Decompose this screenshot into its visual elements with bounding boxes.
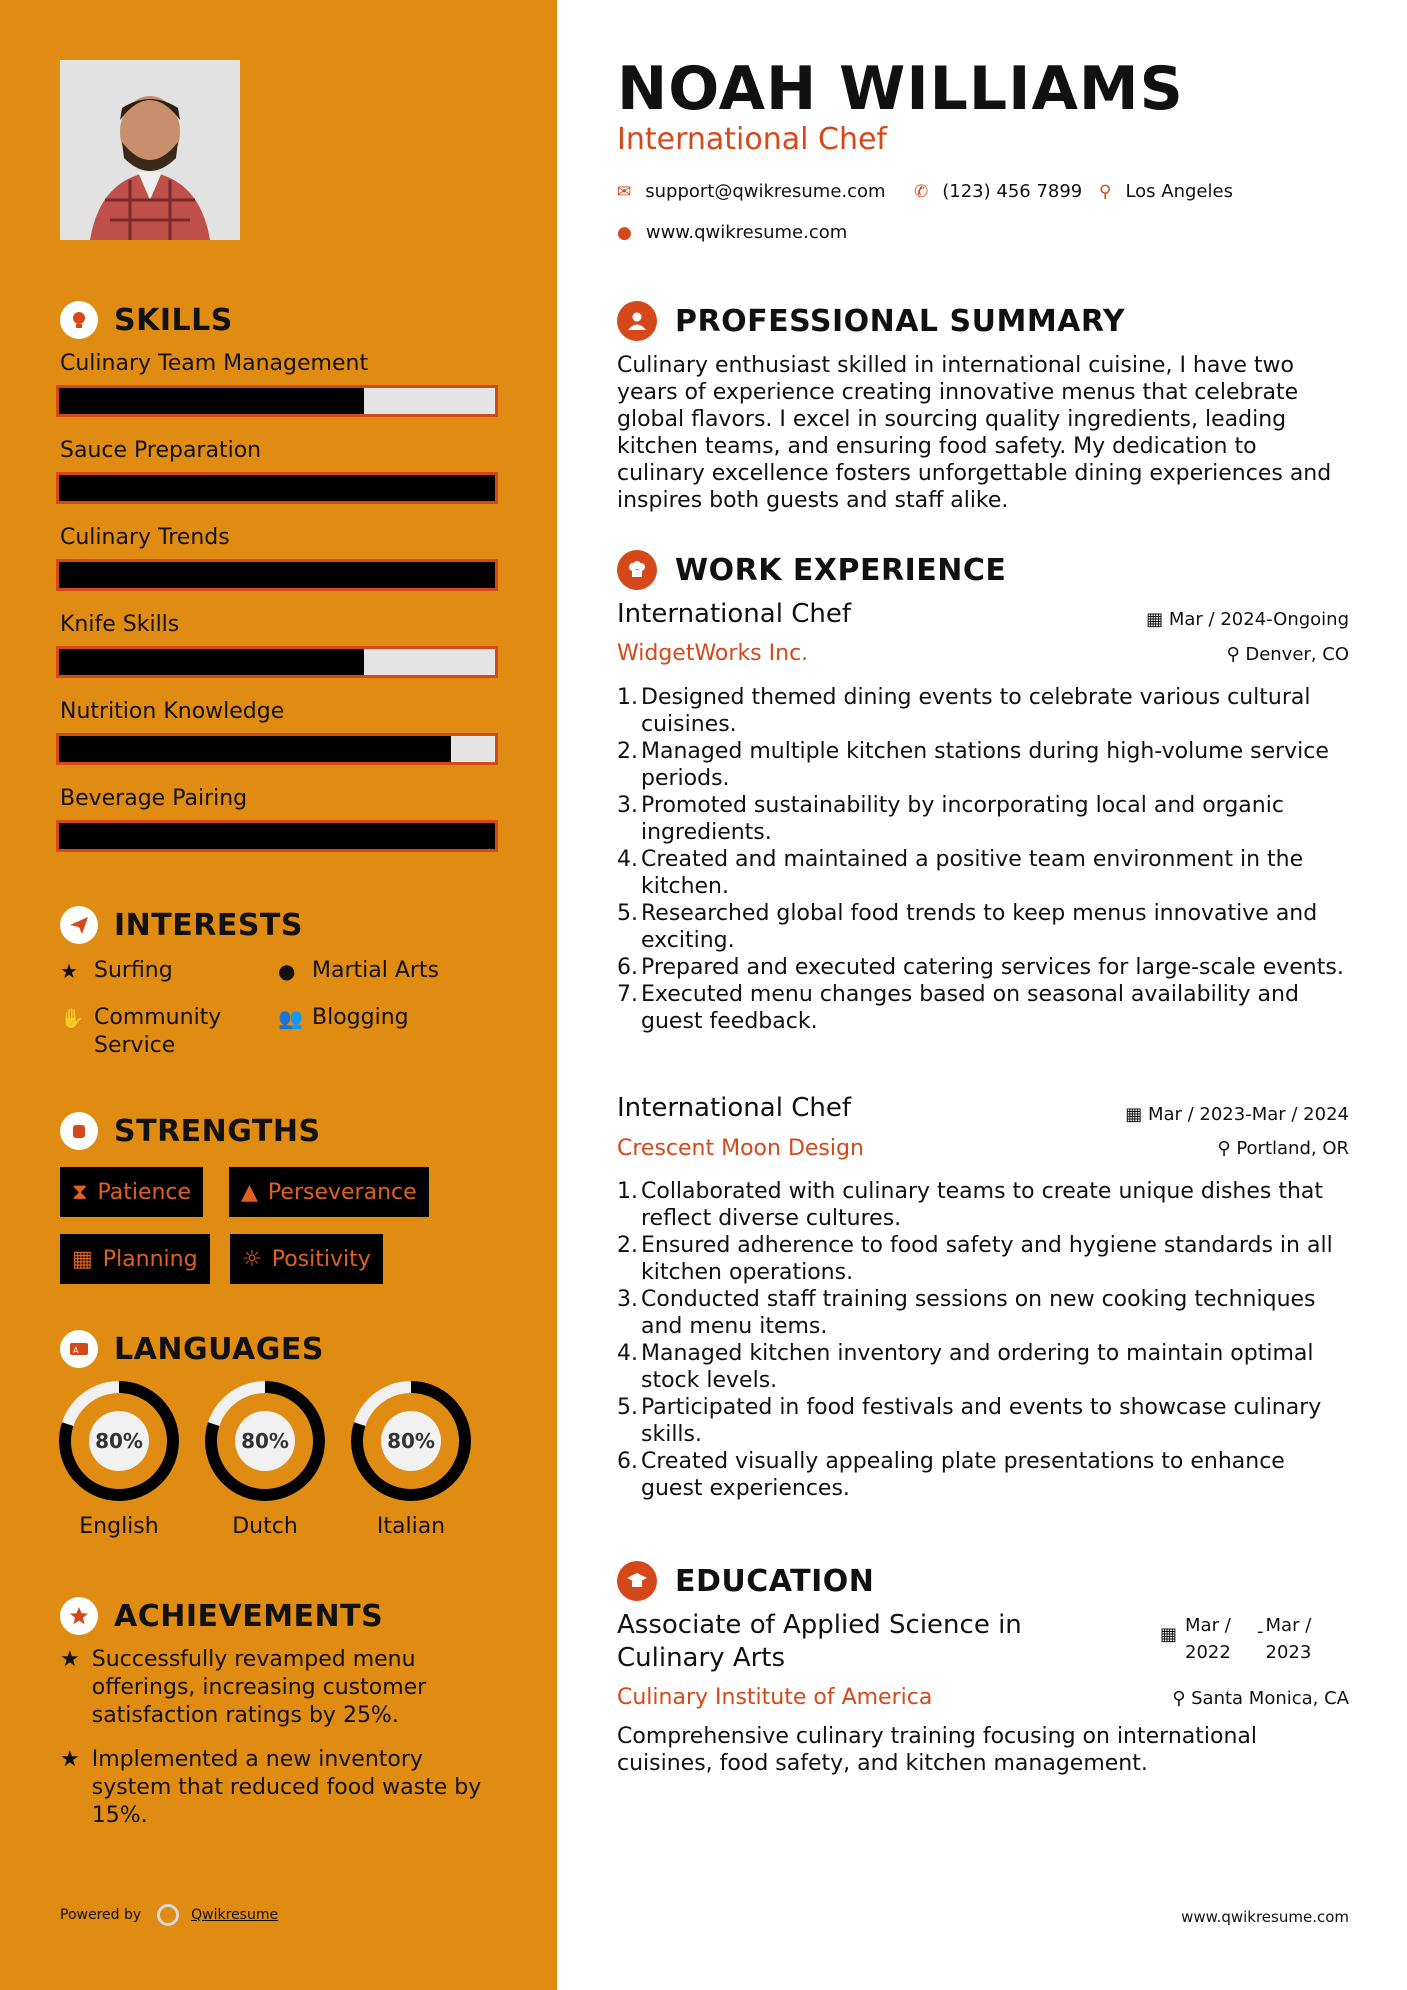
skill-label: Culinary Team Management [60, 351, 369, 376]
paper-plane-icon [60, 906, 98, 944]
interests-title: INTERESTS [114, 907, 303, 943]
profile-photo [60, 60, 240, 240]
strength-chip [229, 1167, 429, 1217]
hourglass-icon: ⧗ [72, 1179, 88, 1205]
education-location-text: Santa Monica, CA [1191, 1688, 1349, 1709]
language-ring [204, 1380, 326, 1502]
interest-item [60, 1004, 250, 1060]
skill-bar-fill [59, 388, 364, 414]
road-icon: ▲ [241, 1179, 258, 1205]
skill-bar [56, 472, 498, 504]
job-bullets [617, 1178, 1347, 1502]
education-date-end: Mar / 2023 [1265, 1615, 1312, 1663]
skill-bar [56, 820, 498, 852]
contact-email[interactable] [617, 181, 886, 202]
language-name: Italian [376, 1514, 446, 1539]
users-icon: 👥 [278, 1006, 303, 1030]
fist-icon [60, 1112, 98, 1150]
skill-bar [56, 733, 498, 765]
language-ring [58, 1380, 180, 1502]
achievement-text: Implemented a new inventory system that reduced food waste by 15%. [91, 1747, 482, 1828]
school-name: Culinary Institute of America [617, 1685, 933, 1710]
skill-bar [56, 559, 498, 591]
interests-heading [60, 906, 303, 944]
skill-bar-fill [59, 736, 451, 762]
list-item: 4. Created and maintained a positive team environment in the kitchen. [617, 847, 1304, 899]
pin-icon: ⚲ [1172, 1688, 1192, 1709]
lightbulb-icon [60, 301, 98, 339]
envelope-icon: ✉ [617, 181, 632, 202]
job-title: International Chef [617, 1093, 851, 1123]
list-item: 2. Managed multiple kitchen stations during high-volume service periods. [617, 739, 1329, 791]
job-location [1217, 1138, 1349, 1159]
globe-icon: ● [278, 959, 296, 983]
job-location-text: Portland, OR [1236, 1138, 1349, 1159]
job-location [1226, 644, 1349, 665]
sun-icon: ☼ [242, 1246, 262, 1272]
summary-heading [617, 301, 1125, 341]
job-bullets [617, 684, 1347, 1035]
candidate-name: NOAH WILLIAMS [617, 54, 1184, 124]
skill-bar-fill [59, 823, 495, 849]
education-date-start: Mar / 2022 [1185, 1615, 1231, 1663]
powered-by-link[interactable]: Qwikresume [191, 1907, 279, 1923]
chef-hat-icon [617, 550, 657, 590]
skill-label: Nutrition Knowledge [60, 699, 285, 724]
strength-label: Perseverance [267, 1179, 417, 1205]
skills-heading [60, 301, 233, 339]
education-description: Comprehensive culinary training focusing on international cuisines, food safety, and kitchen management. [617, 1724, 1257, 1776]
achievement-item [60, 1646, 490, 1730]
language-item [58, 1380, 180, 1539]
person-photo-icon [60, 60, 240, 240]
summary-title: PROFESSIONAL SUMMARY [675, 303, 1126, 339]
powered-by [60, 1904, 278, 1926]
job-date-text: Mar / 2023-Mar / 2024 [1147, 1104, 1349, 1125]
language-percent: 80% [95, 1429, 143, 1453]
list-item: 4. Managed kitchen inventory and ordering to maintain optimal stock levels. [617, 1341, 1314, 1393]
skill-label: Sauce Preparation [60, 438, 262, 463]
education-date-separator: - [1257, 1621, 1264, 1642]
education-title: EDUCATION [675, 1563, 875, 1599]
interest-label: Blogging [312, 1005, 409, 1030]
achievement-item [60, 1746, 490, 1830]
work-title: WORK EXPERIENCE [675, 552, 1007, 588]
strength-chip [60, 1234, 210, 1284]
list-item: 7. Executed menu changes based on seasonal availability and guest feedback. [617, 982, 1299, 1034]
email-text: support@qwikresume.com [645, 181, 886, 202]
education-heading [617, 1561, 874, 1601]
work-heading [617, 550, 1006, 590]
list-item: 3. Conducted staff training sessions on new cooking techniques and menu items. [617, 1287, 1316, 1339]
job-date [1125, 1104, 1349, 1125]
language-ring [350, 1380, 472, 1502]
language-item [204, 1380, 326, 1539]
education-date [1160, 1612, 1336, 1666]
calendar-icon: ▦ [1125, 1104, 1148, 1125]
job-company: WidgetWorks Inc. [617, 641, 809, 666]
achievements-title: ACHIEVEMENTS [114, 1598, 384, 1634]
interest-item [60, 957, 173, 985]
skills-title: SKILLS [114, 302, 233, 338]
job-company: Crescent Moon Design [617, 1136, 864, 1161]
summary-text: Culinary enthusiast skilled in international cuisine, I have two years of experience creating innovative menus that celebrate global flavors. I excel in sourcing quality ingredients, leading kitchen teams, and ensuring food safety. My dedication to culinary excellence fosters unforgettable dining experiences and inspires both guests and staff alike. [617, 353, 1332, 513]
contact-phone[interactable] [914, 181, 1082, 202]
skill-bar-fill [59, 649, 364, 675]
sidebar [0, 0, 557, 1990]
pin-icon: ⚲ [1217, 1138, 1237, 1159]
strength-chip [60, 1167, 203, 1217]
language-item [350, 1380, 472, 1539]
strengths-heading [60, 1112, 321, 1150]
phone-text: (123) 456 7899 [942, 181, 1083, 202]
calendar-icon: ▦ [72, 1246, 93, 1272]
website-text: www.qwikresume.com [645, 222, 848, 243]
interest-item [278, 1004, 409, 1032]
skill-bar [56, 646, 498, 678]
footer-url[interactable]: www.qwikresume.com [1181, 1908, 1349, 1926]
job-title: International Chef [617, 599, 851, 629]
graduation-cap-icon [617, 1561, 657, 1601]
job-date-text: Mar / 2024-Ongoing [1168, 609, 1349, 630]
language-percent: 80% [241, 1429, 289, 1453]
svg-text:A: A [73, 1346, 79, 1355]
language-name: Dutch [232, 1514, 298, 1539]
achievement-text: Successfully revamped menu offerings, increasing customer satisfaction ratings by 25%. [91, 1647, 427, 1728]
calendar-icon: ▦ [1160, 1624, 1178, 1645]
star-icon: ★ [60, 959, 78, 983]
list-item: 3. Promoted sustainability by incorporating local and organic ingredients. [617, 793, 1284, 845]
strength-label: Planning [102, 1246, 198, 1272]
languages-heading [60, 1330, 324, 1368]
skill-bar-fill [59, 475, 495, 501]
strengths-title: STRENGTHS [114, 1113, 321, 1149]
list-item: 5. Researched global food trends to keep menus innovative and exciting. [617, 901, 1318, 953]
interest-label: Martial Arts [312, 958, 440, 983]
contact-location [1099, 181, 1233, 202]
list-item: 1. Designed themed dining events to celebrate various cultural cuisines. [617, 685, 1311, 737]
calendar-icon: ▦ [1146, 609, 1169, 630]
list-item: 5. Participated in food festivals and events to showcase culinary skills. [617, 1395, 1322, 1447]
candidate-title: International Chef [617, 122, 887, 157]
skill-label: Knife Skills [60, 612, 180, 637]
location-text: Los Angeles [1125, 181, 1233, 202]
skill-label: Culinary Trends [60, 525, 230, 550]
list-item: 6. Created visually appealing plate presentations to enhance guest experiences. [617, 1449, 1285, 1501]
star-icon: ★ [60, 1747, 80, 1772]
map-pin-icon: ⚲ [1099, 181, 1112, 202]
skill-bar-fill [59, 562, 495, 588]
strength-label: Positivity [271, 1246, 371, 1272]
phone-icon: ✆ [914, 181, 929, 202]
strength-chip [230, 1234, 383, 1284]
language-percent: 80% [387, 1429, 435, 1453]
interest-item [278, 957, 439, 985]
star-icon: ★ [60, 1647, 80, 1672]
strength-label: Patience [97, 1179, 192, 1205]
achievement-star-icon [60, 1597, 98, 1635]
skill-label: Beverage Pairing [60, 786, 248, 811]
user-icon [617, 301, 657, 341]
languages-title: LANGUAGES [114, 1331, 324, 1367]
list-item: 2. Ensured adherence to food safety and hygiene standards in all kitchen operations. [617, 1233, 1333, 1285]
language-icon [60, 1330, 98, 1368]
job-location-text: Denver, CO [1245, 644, 1349, 665]
degree-title: Associate of Applied Science in Culinary Arts [617, 1610, 1022, 1673]
job-date [1146, 609, 1349, 630]
interest-label: Surfing [94, 958, 173, 983]
hand-icon: ✋ [60, 1006, 85, 1030]
education-location [1172, 1688, 1349, 1709]
powered-by-label: Powered by [60, 1907, 142, 1923]
list-item: 1. Collaborated with culinary teams to create unique dishes that reflect diverse cultures. [617, 1179, 1324, 1231]
language-name: English [79, 1514, 159, 1539]
contact-website[interactable] [617, 222, 847, 243]
interest-label: Community Service [94, 1005, 222, 1058]
qwikresume-logo-icon [157, 1904, 179, 1926]
achievements-heading [60, 1597, 383, 1635]
list-item: 6. Prepared and executed catering services for large-scale events. [617, 955, 1344, 980]
pin-icon: ⚲ [1226, 644, 1246, 665]
skill-bar [56, 385, 498, 417]
globe-icon: ● [617, 222, 632, 243]
